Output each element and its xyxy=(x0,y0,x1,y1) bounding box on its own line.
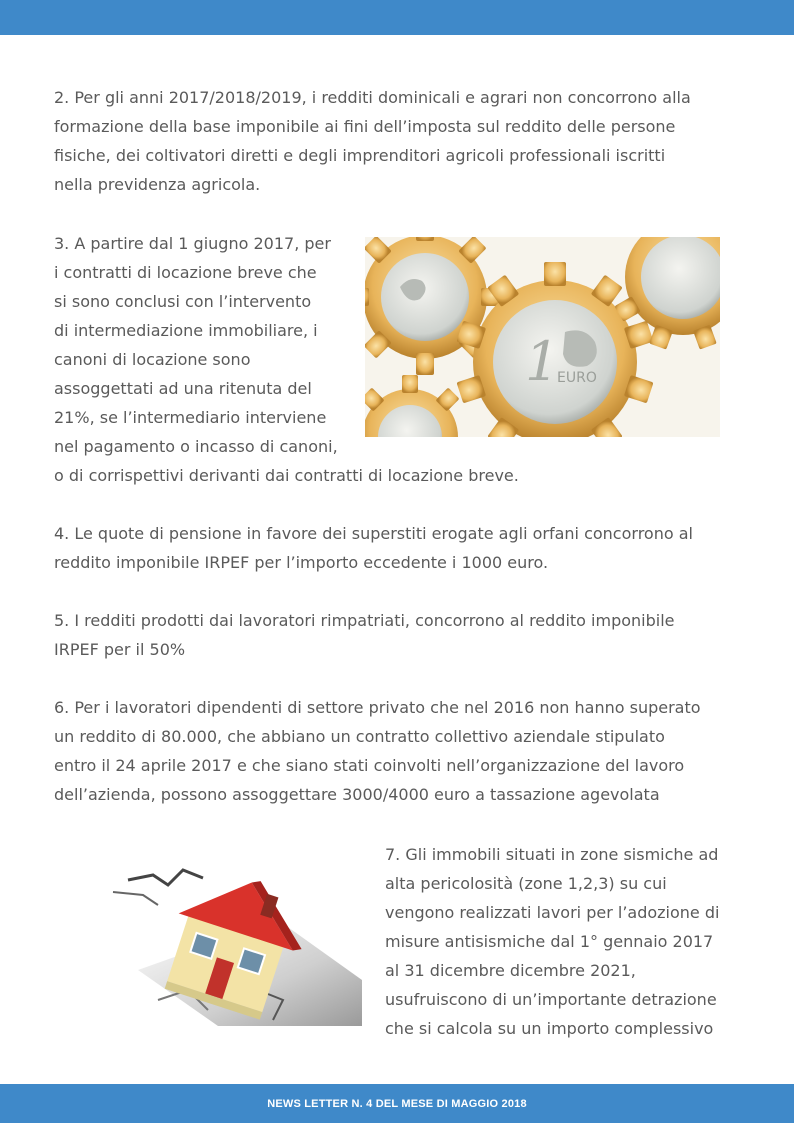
header-bar xyxy=(0,0,794,35)
footer-text: NEWS LETTER N. 4 DEL MESE DI MAGGIO 2018 xyxy=(267,1097,527,1110)
paragraph-7: 7. Gli immobili situati in zone sismiche ad alta pericolosità (zone 1,2,3) su cui vengono realizzati lavori per l’adozione di misure antisismiche dal 1° gennaio 2017 al 31 dicembre dicembre 2021, usufruiscono di un’importante detrazione che si calcola su un importo complessivo xyxy=(385,845,720,1038)
paragraph-2: 2. Per gli anni 2017/2018/2019, i redditi dominicali e agrari non concorrono alla formazione della base imponibile ai fini dell’imposta sul reddito delle persone fisiche, dei coltivatori diretti e degli imprenditori agricoli professionali iscritti nella previdenza agricola. xyxy=(54,88,691,194)
coin-word-text: EURO xyxy=(557,370,597,386)
footer-bar xyxy=(0,1084,794,1123)
coin-value-text: 1 xyxy=(525,330,560,393)
paragraph-3-side: 3. A partire dal 1 giugno 2017, per i contratti di locazione breve che si sono conclusi con l’intervento di intermediazione immobiliare, i canoni di locazione sono assoggettati ad una ritenuta del 21%, se l’intermediario interviene nel pagamento o incasso di canoni, xyxy=(54,234,338,456)
euro-gears-image xyxy=(365,237,720,437)
paragraph-3-continued: o di corrispettivi derivanti dai contratti di locazione breve. xyxy=(54,466,519,485)
earthquake-house-image xyxy=(98,850,362,1026)
paragraph-4: 4. Le quote di pensione in favore dei superstiti erogate agli orfani concorrono al reddito imponibile IRPEF per l’importo eccedente i 1000 euro. xyxy=(54,524,693,572)
paragraph-6: 6. Per i lavoratori dipendenti di settore privato che nel 2016 non hanno superato un reddito di 80.000, che abbiano un contratto collettivo aziendale stipulato entro il 24 aprile 2017 e che siano stati coinvolti nell’organizzazione del lavoro dell’azienda, possono assoggettare 3000/4000 euro a tassazione agevolata xyxy=(54,698,701,804)
paragraph-5: 5. I redditi prodotti dai lavoratori rimpatriati, concorrono al reddito imponibile IRPEF per il 50% xyxy=(54,611,675,659)
